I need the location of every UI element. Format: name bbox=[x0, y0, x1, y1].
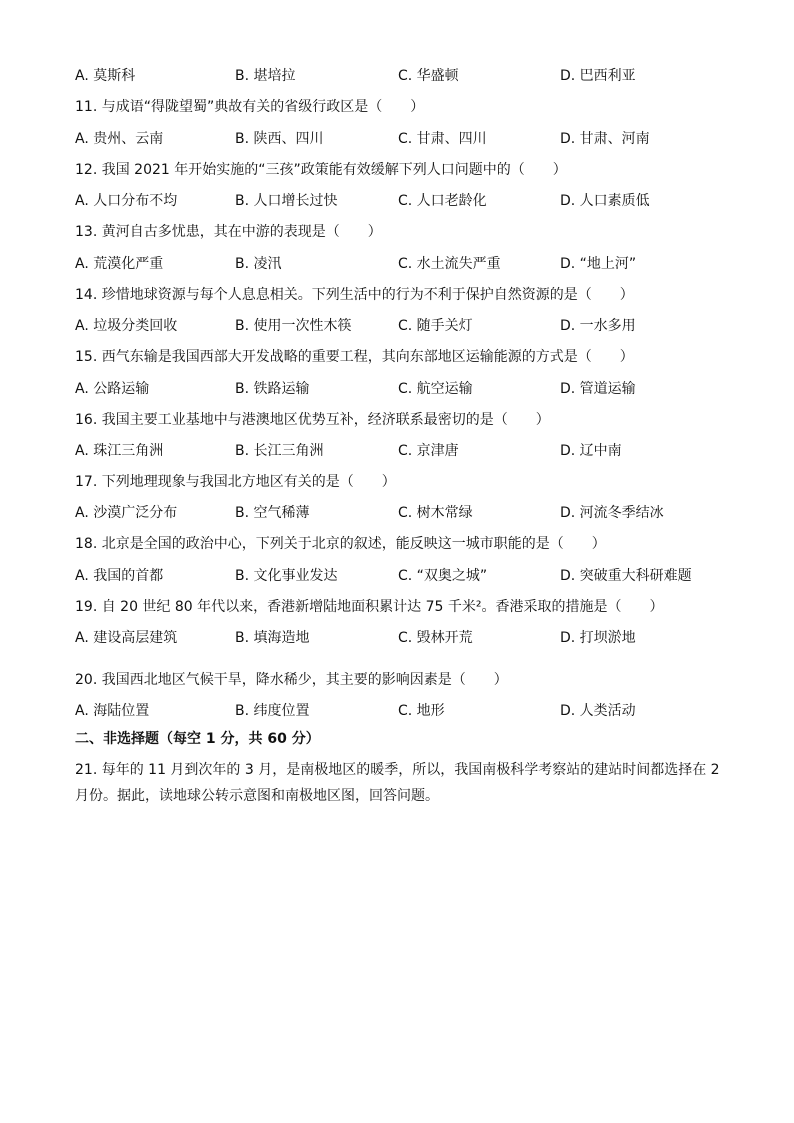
option-b: B. 空气稀薄 bbox=[235, 505, 310, 521]
option-d: D. 打坝淤地 bbox=[560, 630, 636, 646]
option-d: D. 一水多用 bbox=[560, 318, 636, 334]
option-c: C. 毁林开荒 bbox=[398, 630, 473, 646]
options-row-q14 bbox=[75, 316, 755, 336]
question-stem-14: 14. 珍惜地球资源与每个人息息相关。下列生活中的行为不利于保护自然资源的是（ ） bbox=[75, 287, 634, 303]
option-c: C. 人口老龄化 bbox=[398, 193, 487, 209]
option-d: D. 突破重大科研难题 bbox=[560, 568, 692, 584]
option-d: D. 河流冬季结冰 bbox=[560, 505, 664, 521]
option-b: B. 铁路运输 bbox=[235, 381, 310, 397]
option-d: D. 人类活动 bbox=[560, 703, 636, 719]
option-a: A. 海陆位置 bbox=[75, 703, 150, 719]
option-b: B. 纬度位置 bbox=[235, 703, 310, 719]
option-d: D. 管道运输 bbox=[560, 381, 636, 397]
question-stem-20: 20. 我国西北地区气候干旱，降水稀少，其主要的影响因素是（ ） bbox=[75, 672, 508, 688]
option-a: A. 人口分布不均 bbox=[75, 193, 178, 209]
option-a: A. 荒漠化严重 bbox=[75, 256, 164, 272]
option-b: B. 文化事业发达 bbox=[235, 568, 338, 584]
question-stem-11: 11. 与成语“得陇望蜀”典故有关的省级行政区是（ ） bbox=[75, 99, 425, 115]
question-stem-12: 12. 我国 2021 年开始实施的“三孩”政策能有效缓解下列人口问题中的（ ） bbox=[75, 162, 567, 178]
options-row-q10 bbox=[75, 66, 755, 86]
option-d: D. “地上河” bbox=[560, 256, 637, 272]
option-c: C. “双奥之城” bbox=[398, 568, 488, 584]
options-row-q11 bbox=[75, 129, 755, 149]
option-a: A. 沙漠广泛分布 bbox=[75, 505, 178, 521]
option-a: A. 我国的首都 bbox=[75, 568, 164, 584]
option-c: C. 甘肃、四川 bbox=[398, 131, 487, 147]
option-c: C. 航空运输 bbox=[398, 381, 473, 397]
option-a: A. 珠江三角洲 bbox=[75, 443, 164, 459]
option-a: A. 建设高层建筑 bbox=[75, 630, 178, 646]
option-c: C. 随手关灯 bbox=[398, 318, 473, 334]
option-a: A. 垃圾分类回收 bbox=[75, 318, 178, 334]
question-stem-19: 19. 自 20 世纪 80 年代以来，香港新增陆地面积累计达 75 千米²。香港采取的措施是（ ） bbox=[75, 599, 664, 615]
option-d: D. 辽中南 bbox=[560, 443, 622, 459]
option-d: D. 人口素质低 bbox=[560, 193, 650, 209]
option-d: D. 巴西利亚 bbox=[560, 68, 636, 84]
option-b: B. 填海造地 bbox=[235, 630, 310, 646]
option-c: C. 水土流失严重 bbox=[398, 256, 501, 272]
option-b: B. 凌汛 bbox=[235, 256, 282, 272]
question-stem-15: 15. 西气东输是我国西部大开发战略的重要工程，其向东部地区运输能源的方式是（ ） bbox=[75, 349, 634, 365]
question-stem-16: 16. 我国主要工业基地中与港澳地区优势互补，经济联系最密切的是（ ） bbox=[75, 412, 550, 428]
option-a: A. 贵州、云南 bbox=[75, 131, 164, 147]
option-c: C. 京津唐 bbox=[398, 443, 459, 459]
options-row-q12 bbox=[75, 191, 755, 211]
section-title: 二、非选择题（每空 1 分，共 60 分） bbox=[75, 731, 320, 747]
option-a: A. 莫斯科 bbox=[75, 68, 136, 84]
option-a: A. 公路运输 bbox=[75, 381, 150, 397]
question-stem-18: 18. 北京是全国的政治中心，下列关于北京的叙述，能反映这一城市职能的是（ ） bbox=[75, 536, 606, 552]
question-21-text: 21. 每年的 11 月到次年的 3 月，是南极地区的暖季，所以，我国南极科学考察站的建站时间都选择在 2 月份。据此，读地球公转示意图和南极地区图，回答问题。 bbox=[75, 762, 720, 804]
question-stem-17: 17. 下列地理现象与我国北方地区有关的是（ ） bbox=[75, 474, 396, 490]
option-b: B. 使用一次性木筷 bbox=[235, 318, 352, 334]
option-b: B. 堪培拉 bbox=[235, 68, 296, 84]
options-row-q19 bbox=[75, 628, 755, 648]
options-row-q17 bbox=[75, 503, 755, 523]
options-row-q20 bbox=[75, 701, 755, 721]
options-row-q13 bbox=[75, 254, 755, 274]
option-c: C. 华盛顿 bbox=[398, 68, 459, 84]
options-row-q16 bbox=[75, 441, 755, 461]
option-c: C. 地形 bbox=[398, 703, 445, 719]
question-stem-13: 13. 黄河自古多忧患，其在中游的表现是（ ） bbox=[75, 224, 382, 240]
option-d: D. 甘肃、河南 bbox=[560, 131, 650, 147]
option-c: C. 树木常绿 bbox=[398, 505, 473, 521]
option-b: B. 长江三角洲 bbox=[235, 443, 324, 459]
option-b: B. 陕西、四川 bbox=[235, 131, 324, 147]
option-b: B. 人口增长过快 bbox=[235, 193, 338, 209]
options-row-q15 bbox=[75, 379, 755, 399]
options-row-q18 bbox=[75, 566, 755, 586]
